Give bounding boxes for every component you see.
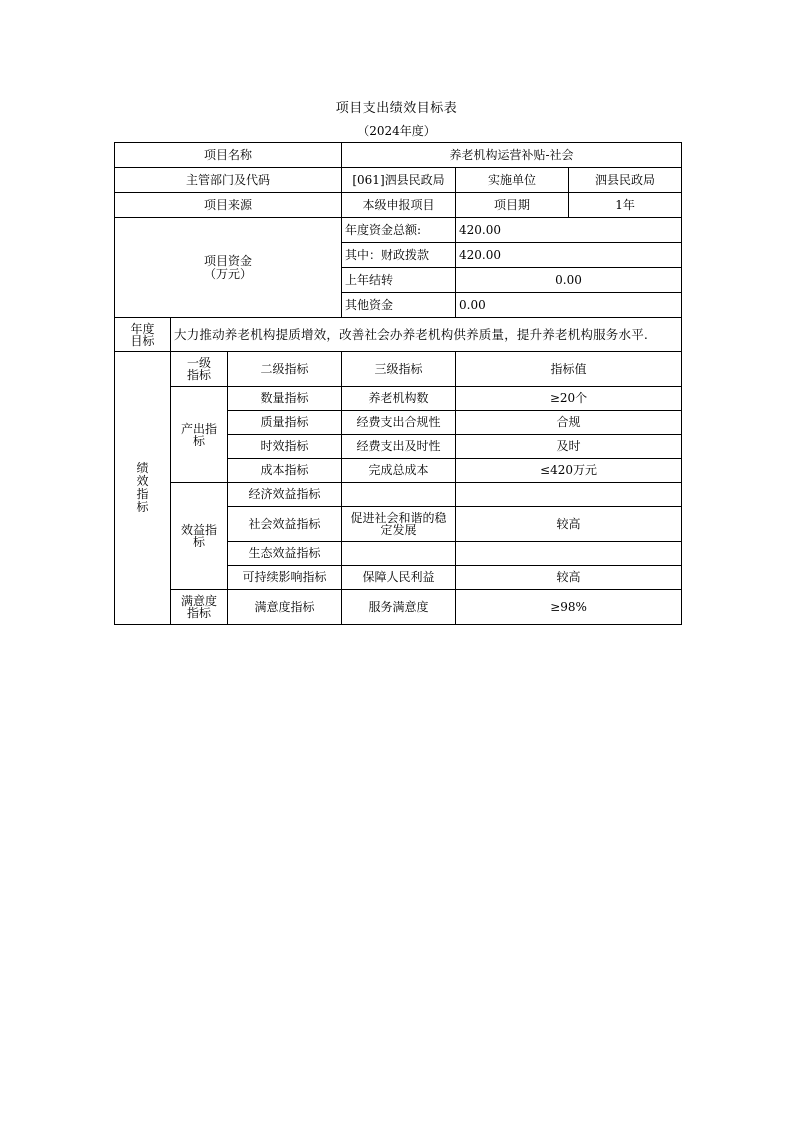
benefit-level2: 经济效益指标 — [228, 483, 342, 507]
benefit-level3 — [342, 483, 456, 507]
output-level2: 时效指标 — [228, 435, 342, 459]
benefit-level3: 保障人民利益 — [342, 566, 456, 590]
department-value: [061]泗县民政局 — [342, 168, 456, 193]
funds-label: 项目资金 （万元） — [115, 218, 342, 318]
benefit-value: 较高 — [456, 507, 682, 542]
benefit-indicators-label: 效益指 标 — [171, 483, 228, 590]
funds-fiscal-label: 其中：财政拨款 — [342, 243, 456, 268]
table-row — [115, 483, 682, 507]
output-level3: 经费支出及时性 — [342, 435, 456, 459]
funds-other-label: 其他资金 — [342, 293, 456, 318]
project-name-value: 养老机构运营补贴-社会 — [342, 143, 682, 168]
header-value: 指标值 — [456, 352, 682, 387]
annual-goal-label: 年度 目标 — [115, 318, 171, 352]
funds-carryover-label: 上年结转 — [342, 268, 456, 293]
performance-goal-table — [114, 142, 682, 625]
output-level2: 数量指标 — [228, 387, 342, 411]
benefit-level2: 社会效益指标 — [228, 507, 342, 542]
benefit-value — [456, 542, 682, 566]
header-level1: 一级 指标 — [171, 352, 228, 387]
funds-other-value: 0.00 — [456, 293, 682, 318]
department-label: 主管部门及代码 — [115, 168, 342, 193]
benefit-level3: 促进社会和谐的稳 定发展 — [342, 507, 456, 542]
output-level3: 经费支出合规性 — [342, 411, 456, 435]
satisfaction-level2: 满意度指标 — [228, 590, 342, 625]
output-indicators-label: 产出指 标 — [171, 387, 228, 483]
satisfaction-indicators-label: 满意度 指标 — [171, 590, 228, 625]
row-funds-total — [115, 218, 682, 243]
table-row — [115, 590, 682, 625]
annual-goal-text: 大力推动养老机构提质增效，改善社会办养老机构供养质量，提升养老机构服务水平. — [171, 318, 682, 352]
satisfaction-value: ≥98% — [456, 590, 682, 625]
benefit-level2: 生态效益指标 — [228, 542, 342, 566]
row-annual-goal — [115, 318, 682, 352]
benefit-level2: 可持续影响指标 — [228, 566, 342, 590]
project-period-label: 项目期 — [456, 193, 569, 218]
funds-total-value: 420.00 — [456, 218, 682, 243]
document-year: （2024年度） — [357, 124, 436, 138]
project-source-label: 项目来源 — [115, 193, 342, 218]
output-level3: 完成总成本 — [342, 459, 456, 483]
project-period-value: 1年 — [569, 193, 682, 218]
header-level2: 二级指标 — [228, 352, 342, 387]
row-indicator-header — [115, 352, 682, 387]
table-row — [115, 387, 682, 411]
output-value: ≥20个 — [456, 387, 682, 411]
benefit-value — [456, 483, 682, 507]
row-project-name — [115, 143, 682, 168]
row-department — [115, 168, 682, 193]
project-source-value: 本级申报项目 — [342, 193, 456, 218]
output-value: ≤420万元 — [456, 459, 682, 483]
project-name-label: 项目名称 — [115, 143, 342, 168]
document-title: 项目支出绩效目标表 — [335, 101, 458, 116]
output-level2: 质量指标 — [228, 411, 342, 435]
funds-carryover-value: 0.00 — [456, 268, 682, 293]
implementing-unit-value: 泗县民政局 — [569, 168, 682, 193]
row-project-source — [115, 193, 682, 218]
output-level2: 成本指标 — [228, 459, 342, 483]
output-value: 及时 — [456, 435, 682, 459]
output-value: 合规 — [456, 411, 682, 435]
funds-total-label: 年度资金总额: — [342, 218, 456, 243]
benefit-value: 较高 — [456, 566, 682, 590]
implementing-unit-label: 实施单位 — [456, 168, 569, 193]
header-level3: 三级指标 — [342, 352, 456, 387]
performance-indicators-label: 绩 效 指 标 — [115, 352, 171, 625]
output-level3: 养老机构数 — [342, 387, 456, 411]
satisfaction-level3: 服务满意度 — [342, 590, 456, 625]
funds-fiscal-value: 420.00 — [456, 243, 682, 268]
benefit-level3 — [342, 542, 456, 566]
